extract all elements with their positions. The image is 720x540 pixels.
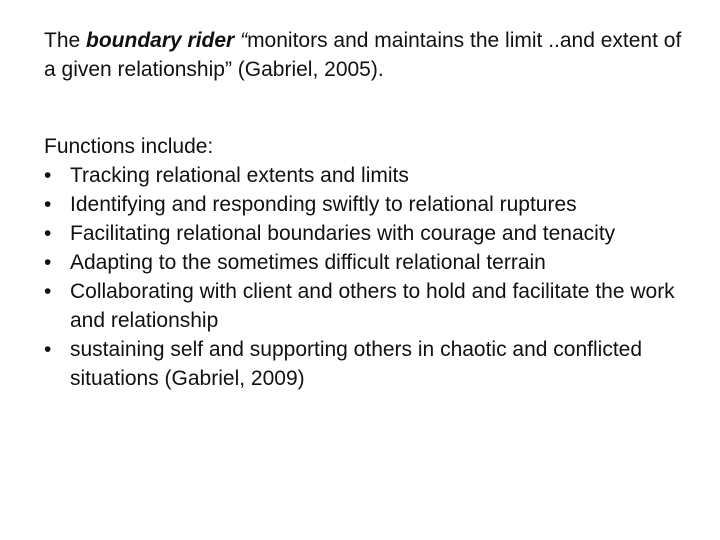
functions-heading: Functions include: bbox=[44, 135, 214, 158]
list-item-text: Facilitating relational boundaries with courage and tenacity bbox=[70, 222, 616, 245]
quote-prefix: The bbox=[44, 29, 87, 52]
bullet-icon: • bbox=[44, 164, 52, 187]
boundary-rider-term: boundary rider bbox=[86, 29, 235, 52]
functions-list bbox=[44, 161, 684, 393]
quote-paragraph bbox=[44, 26, 684, 84]
bullet-icon: • bbox=[44, 338, 52, 361]
bullet-icon: • bbox=[44, 280, 52, 303]
bullet-icon: • bbox=[44, 251, 52, 274]
list-item bbox=[44, 248, 684, 277]
quote-text: monitors and maintains the limit ..and extent of a given relationship bbox=[44, 29, 682, 81]
bullet-icon: • bbox=[44, 222, 52, 245]
bullet-icon: • bbox=[44, 193, 52, 216]
list-item-text: Collaborating with client and others to hold and facilitate the work and relationship bbox=[70, 280, 675, 332]
list-item bbox=[44, 335, 684, 393]
list-item bbox=[44, 190, 684, 219]
quote-citation: ” (Gabriel, 2005). bbox=[224, 58, 384, 81]
list-item-text: Tracking relational extents and limits bbox=[70, 164, 409, 187]
quote-open-mark: “ bbox=[234, 29, 248, 52]
list-item bbox=[44, 277, 684, 335]
list-item-text: sustaining self and supporting others in chaotic and conflicted situations (Gabriel, 2009) bbox=[70, 338, 643, 390]
list-item-text: Identifying and responding swiftly to relational ruptures bbox=[70, 193, 577, 216]
list-item bbox=[44, 219, 684, 248]
list-item bbox=[44, 161, 684, 190]
list-item-text: Adapting to the sometimes difficult relational terrain bbox=[70, 251, 546, 274]
functions-section bbox=[44, 132, 684, 393]
